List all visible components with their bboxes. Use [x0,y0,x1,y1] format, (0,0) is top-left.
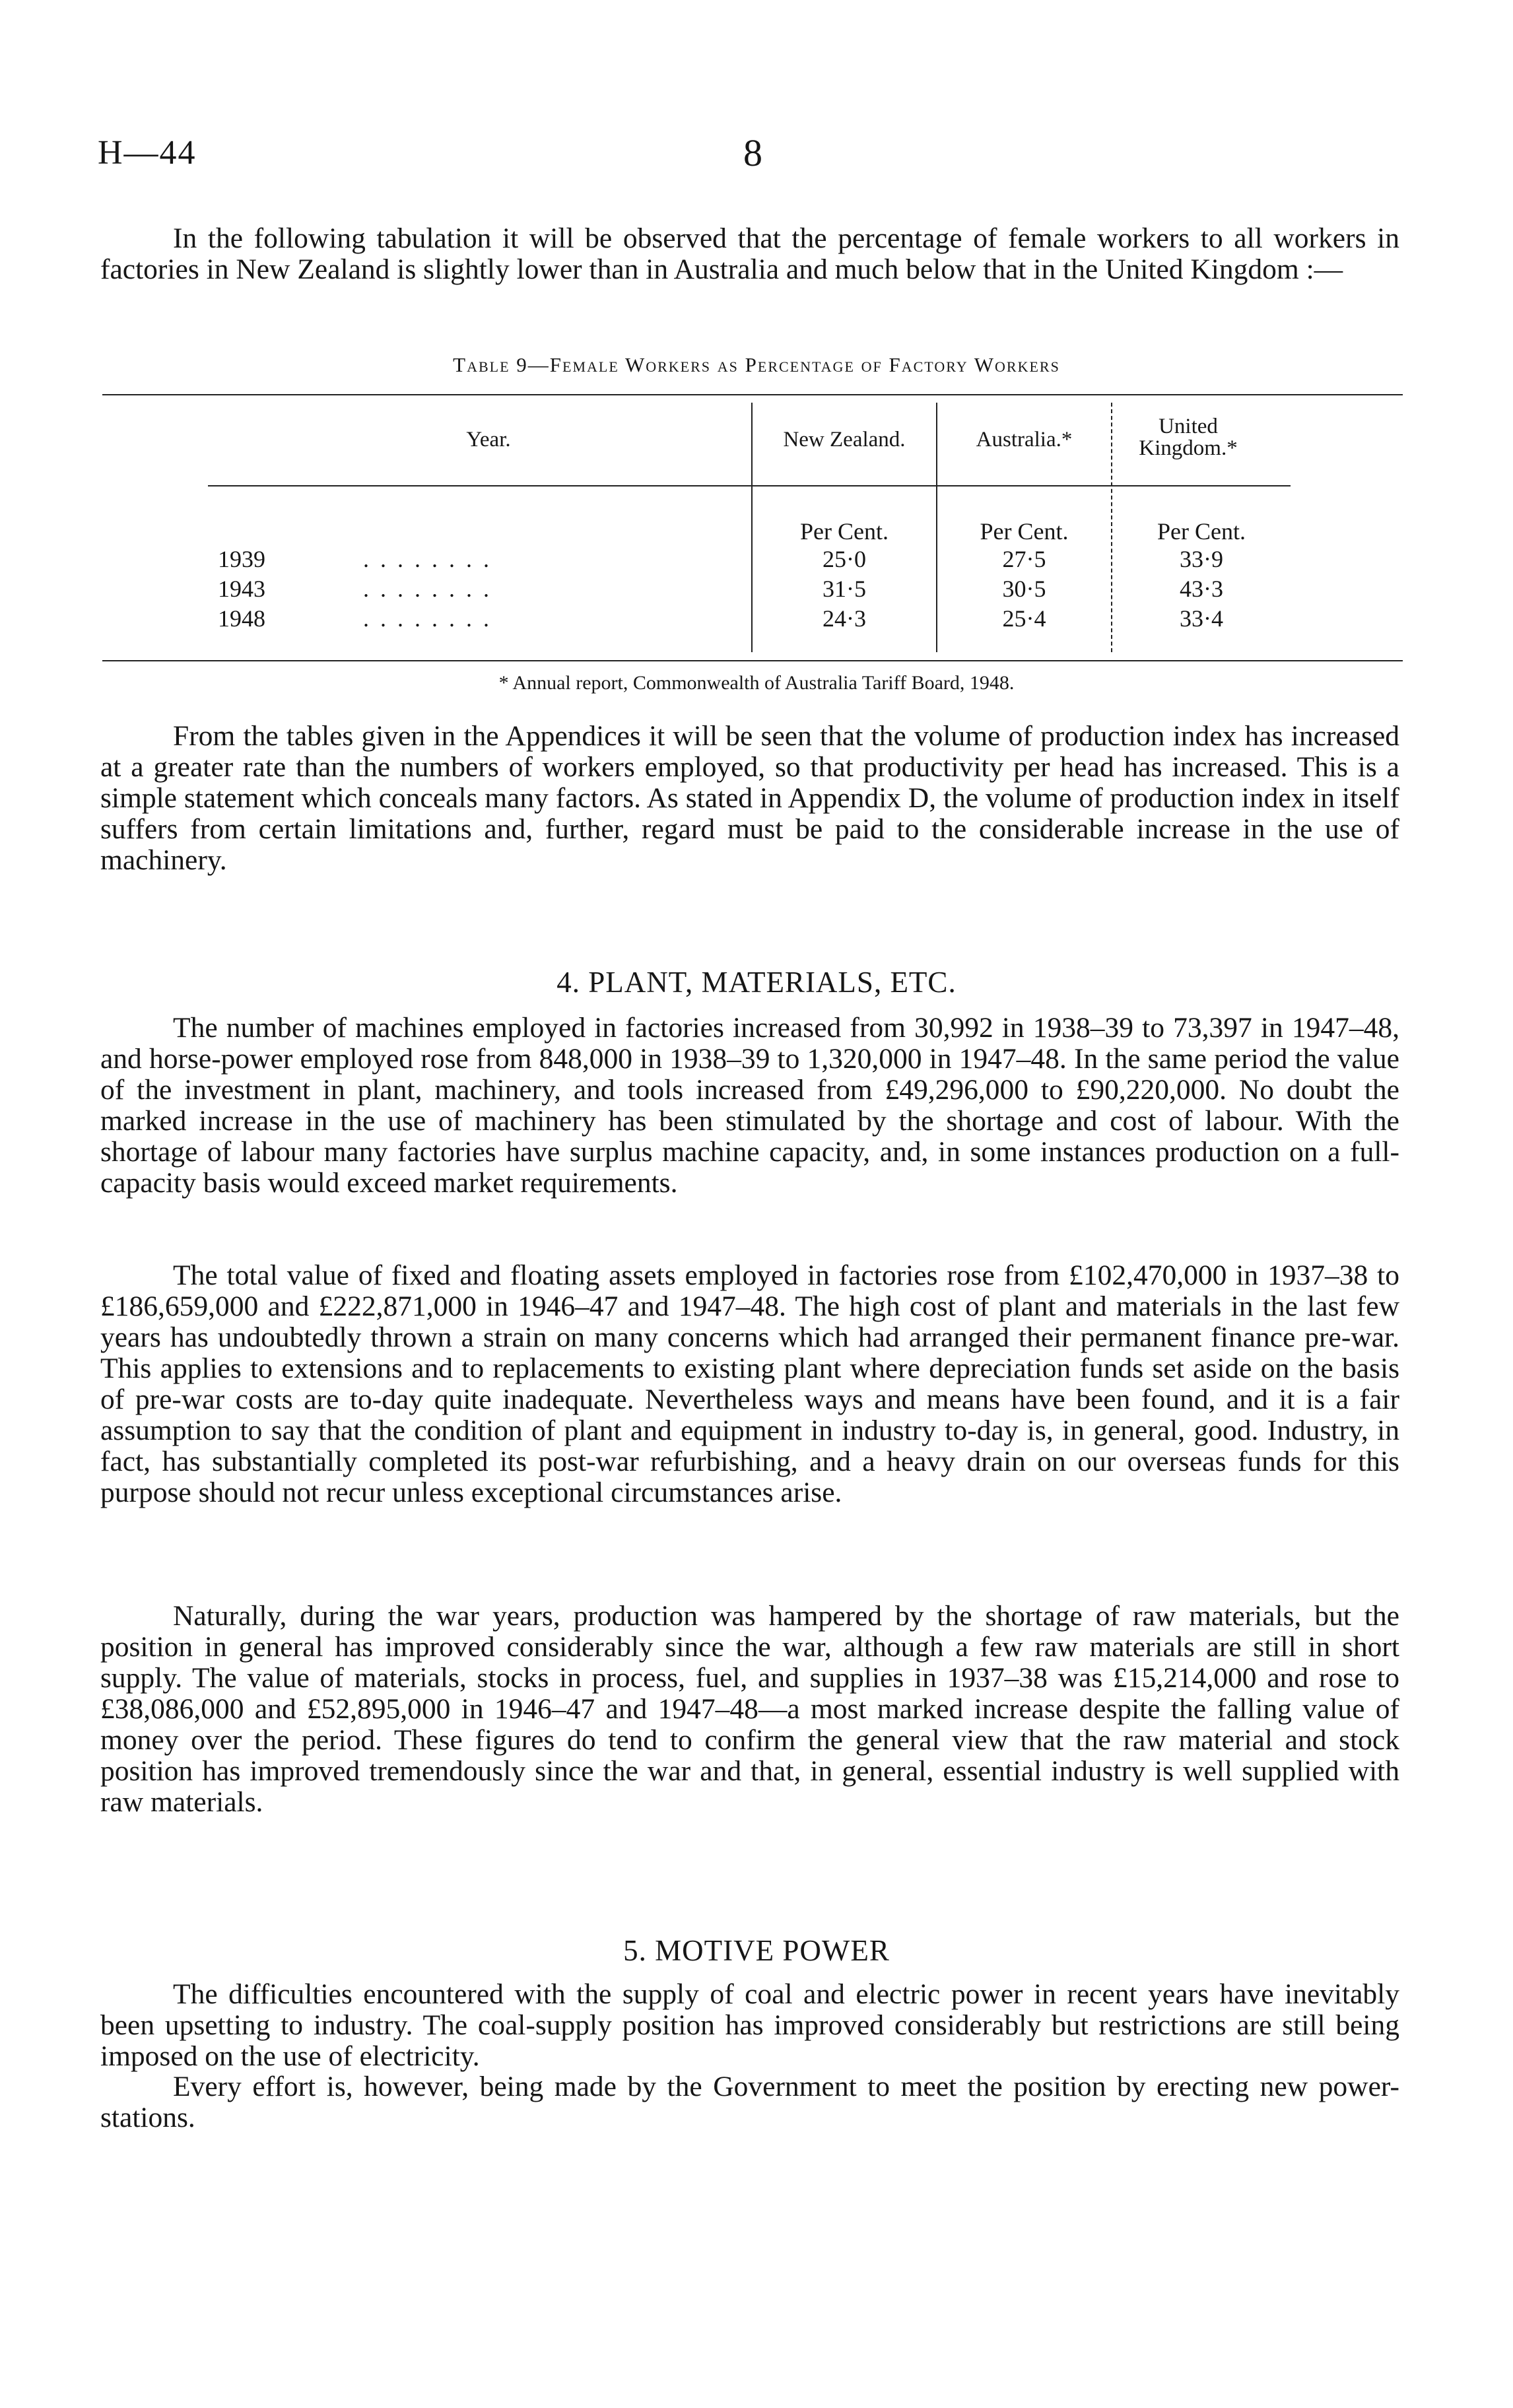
table-footnote: * Annual report, Commonwealth of Australia Tariff Board, 1948. [498,672,1015,694]
productivity-paragraph: From the tables given in the Appendices it will be seen that the volume of production index has increased at a greater rate than the numbers of workers employed, so that productivity per head has increased. This is a simple statement which conceals many factors. As stated in Appendix D, the volume of production index in itself suffers from certain limitations and, further, regard must be paid to the considerable increase in the use of machinery. [100,720,1399,876]
column-header-year: Year. [466,428,511,452]
column-header-australia: Australia.* [976,428,1073,452]
cell-united-kingdom: 43·3 [1180,576,1223,602]
section-heading: 4. PLANT, MATERIALS, ETC. [556,966,957,999]
cell-australia: 25·4 [1002,605,1046,632]
cell-united-kingdom: 33·9 [1180,546,1223,572]
table-top-rule [102,394,1403,395]
section-heading: 5. MOTIVE POWER [623,1934,890,1967]
unit-label: Per Cent. [1157,518,1246,545]
unit-label: Per Cent. [800,518,889,545]
table-column-divider [1111,403,1112,652]
leader-dots: . . . . . . . . [363,605,492,632]
section4-paragraph-2: The total value of fixed and floating assets employed in factories rose from £102,470,000 in 1937–38 to £186,659,000 and £222,871,000 in 1946–47 and 1947–48. The high cost of plant and materials in the last few years has undoubtedly thrown a strain on many concerns which had arranged their permanent finance pre-war. This applies to extensions and to replacements to existing plant where depreciation funds set aside on the basis of pre-war costs are to-day quite inadequate. Nevertheless ways and means have been found, and it is a fair assumption to say that the condition of plant and equipment in industry to-day is, in general, good. Industry, in fact, has substantially completed its post-war refurbishing, and a heavy drain on our overseas funds for this purpose should not recur unless exceptional circumstances arise. [100,1259,1399,1508]
table-title: Table 9—Female Workers as Percentage of Factory Workers [453,353,1060,376]
cell-united-kingdom: 33·4 [1180,605,1223,632]
leader-dots: . . . . . . . . [363,546,492,572]
section4-paragraph-1: The number of machines employed in factories increased from 30,992 in 1938–39 to 73,397 in 1947–48, and horse-power employed rose from 848,000 in 1938–39 to 1,320,000 in 1947–48. In the same period the value of the investment in plant, machinery, and tools increased from £49,296,000 to £90,220,000. No doubt the marked increase in the use of machinery has been stimulated by the shortage and cost of labour. With the shortage of labour many factories have surplus machine capacity, and, in some instances production on a full-capacity basis would exceed market requirements. [100,1012,1399,1199]
row-year: 1948 [218,605,265,632]
cell-new-zealand: 25·0 [823,546,866,572]
document-reference: H—44 [98,134,197,172]
cell-australia: 30·5 [1002,576,1046,602]
table-bottom-rule [102,660,1403,661]
section4-paragraph-3: Naturally, during the war years, production was hampered by the shortage of raw materials, but the position in general has improved considerably since the war, although a few raw materials are still in short supply. The value of materials, stocks in process, fuel, and supplies in 1937–38 was £15,214,000 and rose to £38,086,000 and £52,895,000 in 1946–47 and 1947–48—a most marked increase despite the falling value of money over the period. These figures do tend to confirm the general view that the raw material and stock position has improved tremendously since the war and that, in general, essential industry is well supplied with raw materials. [100,1600,1399,1818]
leader-dots: . . . . . . . . [363,576,492,602]
cell-new-zealand: 24·3 [823,605,866,632]
page-number: 8 [743,131,762,174]
row-year: 1943 [218,576,265,602]
section5-paragraph-2: Every effort is, however, being made by the Government to meet the position by erecting new power-stations. [100,2071,1399,2133]
column-header-united-kingdom: United Kingdom.* [1139,415,1238,460]
column-header-new-zealand: New Zealand. [783,428,906,452]
unit-label: Per Cent. [980,518,1069,545]
cell-australia: 27·5 [1002,546,1046,572]
section5-paragraph-1: The difficulties encountered with the supply of coal and electric power in recent years have inevitably been upsetting to industry. The coal-supply position has improved considerably but restrictions are still being imposed on the use of electricity. [100,1978,1399,2072]
table-header-rule [208,485,1291,486]
intro-paragraph: In the following tabulation it will be observed that the percentage of female workers to all workers in factories in New Zealand is slightly lower than in Australia and much below that in the United Kingdom :— [100,222,1399,285]
cell-new-zealand: 31·5 [823,576,866,602]
row-year: 1939 [218,546,265,572]
